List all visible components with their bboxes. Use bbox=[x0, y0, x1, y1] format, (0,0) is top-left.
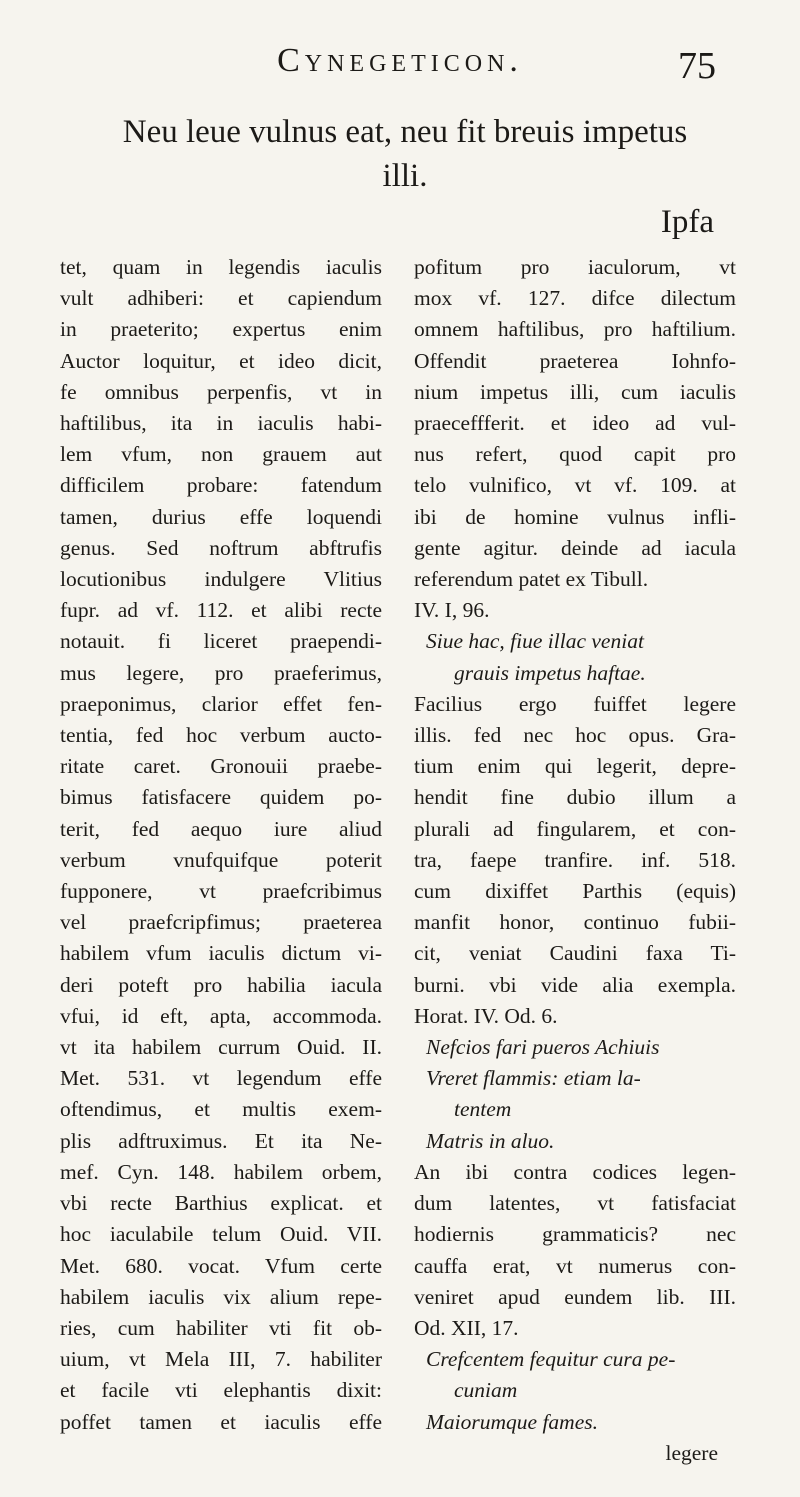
commentary-line: oftendimus, et multis exem- bbox=[60, 1097, 382, 1122]
commentary-line: et facile vti elephantis dixit: bbox=[60, 1378, 382, 1403]
commentary-line: Od. XII, 17. bbox=[414, 1315, 519, 1340]
commentary-line: IV. I, 96. bbox=[414, 598, 490, 623]
running-head bbox=[0, 42, 800, 102]
commentary-line: cum dixiffet Parthis (equis) bbox=[414, 879, 736, 904]
commentary-line: ries, cum habiliter vti fit ob- bbox=[60, 1315, 382, 1340]
commentary-lemma-catchword: Ipfa bbox=[660, 204, 714, 240]
commentary-line: tium enim qui legerit, depre- bbox=[414, 754, 736, 779]
commentary-line: notauit. fi liceret praependi- bbox=[60, 629, 382, 654]
commentary-line: Facilius ergo fuiffet legere bbox=[414, 691, 736, 716]
commentary-right-column bbox=[414, 252, 736, 1469]
commentary-line: plis adftruximus. Et ita Ne- bbox=[60, 1128, 382, 1153]
commentary-line: tra, faepe tranfire. inf. 518. bbox=[414, 847, 736, 872]
commentary-line: veniret apud eundem lib. III. bbox=[414, 1284, 736, 1309]
commentary-line: locutionibus indulgere Vlitius bbox=[60, 567, 382, 592]
commentary-line: haftilibus, ita in iaculis habi- bbox=[60, 411, 382, 436]
commentary-line: Horat. IV. Od. 6. bbox=[414, 1003, 558, 1028]
commentary-line: cauffa erat, vt numerus con- bbox=[414, 1253, 736, 1278]
poem-verse-line: Neu leue vulnus eat, neu fit breuis impetus illi. bbox=[122, 114, 688, 194]
commentary-line: fupponere, vt praefcribimus bbox=[60, 879, 382, 904]
commentary-line: telo vulnifico, vt vf. 109. at bbox=[414, 473, 736, 498]
commentary-line: vel praefcripfimus; praeterea bbox=[60, 910, 382, 935]
commentary-line: Met. 531. vt legendum effe bbox=[60, 1066, 382, 1091]
commentary-line: uium, vt Mela III, 7. habiliter bbox=[60, 1347, 382, 1372]
commentary-line: mef. Cyn. 148. habilem orbem, bbox=[60, 1159, 382, 1184]
commentary-line: manfit honor, continuo fubii- bbox=[414, 910, 736, 935]
commentary-line: praeceffferit. et ideo ad vul- bbox=[414, 411, 736, 436]
commentary-line: genus. Sed noftrum abftrufis bbox=[60, 535, 382, 560]
commentary-line: omnem haftilibus, pro haftilium. bbox=[414, 317, 736, 342]
commentary-line: praeponimus, clarior effet fen- bbox=[60, 691, 382, 716]
commentary-line: illis. fed nec hoc opus. Gra- bbox=[414, 723, 736, 748]
quoted-verse-line: Nefcios fari pueros Achiuis bbox=[426, 1035, 660, 1060]
commentary-line: Offendit praeterea Iohnfo- bbox=[414, 348, 736, 373]
commentary-line: cit, veniat Caudini faxa Ti- bbox=[414, 941, 736, 966]
quoted-verse-line: grauis impetus haftae. bbox=[454, 660, 646, 685]
commentary-line: deri poteft pro habilia iacula bbox=[60, 972, 382, 997]
commentary-line: verbum vnufquifque poterit bbox=[60, 847, 382, 872]
commentary-line: hoc iaculabile telum Ouid. VII. bbox=[60, 1222, 382, 1247]
commentary-line: plurali ad fingularem, et con- bbox=[414, 816, 736, 841]
commentary-left-column bbox=[60, 252, 382, 1438]
bottom-catchword: legere bbox=[665, 1440, 718, 1465]
commentary-line: pofitum pro iaculorum, vt bbox=[414, 255, 736, 279]
commentary-line: gente agitur. deinde ad iacula bbox=[414, 535, 736, 560]
commentary-line: bimus fatisfacere quidem po- bbox=[60, 785, 382, 810]
commentary-line: in praeterito; expertus enim bbox=[60, 317, 382, 342]
commentary-line: difficilem probare: fatendum bbox=[60, 473, 382, 498]
commentary-line: ibi de homine vulnus infli- bbox=[414, 504, 736, 529]
commentary-line: fe omnibus perpenfis, vt in bbox=[60, 379, 382, 404]
commentary-line: vbi recte Barthius explicat. et bbox=[60, 1191, 382, 1216]
commentary-line: mus legere, pro praeferimus, bbox=[60, 660, 382, 685]
quoted-verse-line: tentem bbox=[454, 1097, 512, 1122]
commentary-line: vfui, id eft, apta, accommoda. bbox=[60, 1003, 382, 1028]
quoted-verse-line: Siue hac, fiue illac veniat bbox=[426, 629, 644, 654]
commentary-line: An ibi contra codices legen- bbox=[414, 1159, 736, 1184]
quoted-verse-line: Crefcentem fequitur cura pe- bbox=[426, 1347, 676, 1372]
page-number: 75 bbox=[678, 45, 716, 87]
commentary-line: burni. vbi vide alia exempla. bbox=[414, 972, 736, 997]
commentary-line: terit, fed aequo iure aliud bbox=[60, 816, 382, 841]
commentary-line: nium impetus illi, cum iaculis bbox=[414, 379, 736, 404]
commentary-line: Auctor loquitur, et ideo dicit, bbox=[60, 348, 382, 373]
commentary-line: hodiernis grammaticis? nec bbox=[414, 1222, 736, 1247]
running-title: Cynegeticon. bbox=[277, 42, 523, 79]
commentary-line: tamen, durius effe loquendi bbox=[60, 504, 382, 529]
commentary-line: habilem vfum iaculis dictum vi- bbox=[60, 941, 382, 966]
commentary-line: poffet tamen et iaculis effe bbox=[60, 1409, 382, 1434]
quoted-verse-line: Maiorumque fames. bbox=[426, 1409, 598, 1434]
commentary-line: hendit fine dubio illum a bbox=[414, 785, 736, 810]
commentary-line: Met. 680. vocat. Vfum certe bbox=[60, 1253, 382, 1278]
commentary-line: fupr. ad vf. 112. et alibi recte bbox=[60, 598, 382, 623]
quoted-verse-line: Vreret flammis: etiam la- bbox=[426, 1066, 641, 1091]
commentary-line: ritate caret. Gronouii praebe- bbox=[60, 754, 382, 779]
commentary-line: lem vfum, non grauem aut bbox=[60, 442, 382, 467]
commentary-line: vt ita habilem currum Ouid. II. bbox=[60, 1035, 382, 1060]
commentary-line: mox vf. 127. difce dilectum bbox=[414, 286, 736, 311]
commentary-line: referendum patet ex Tibull. bbox=[414, 567, 649, 592]
commentary-line: dum latentes, vt fatisfaciat bbox=[414, 1191, 736, 1216]
commentary-line: tentia, fed hoc verbum aucto- bbox=[60, 723, 382, 748]
commentary-line: tet, quam in legendis iaculis bbox=[60, 255, 382, 279]
commentary-line: vult adhiberi: et capiendum bbox=[60, 286, 382, 311]
commentary-line: habilem iaculis vix alium repe- bbox=[60, 1284, 382, 1309]
commentary-line: nus refert, quod capit pro bbox=[414, 442, 736, 467]
quoted-verse-line: Matris in aluo. bbox=[426, 1128, 555, 1153]
quoted-verse-line: cuniam bbox=[454, 1378, 518, 1403]
